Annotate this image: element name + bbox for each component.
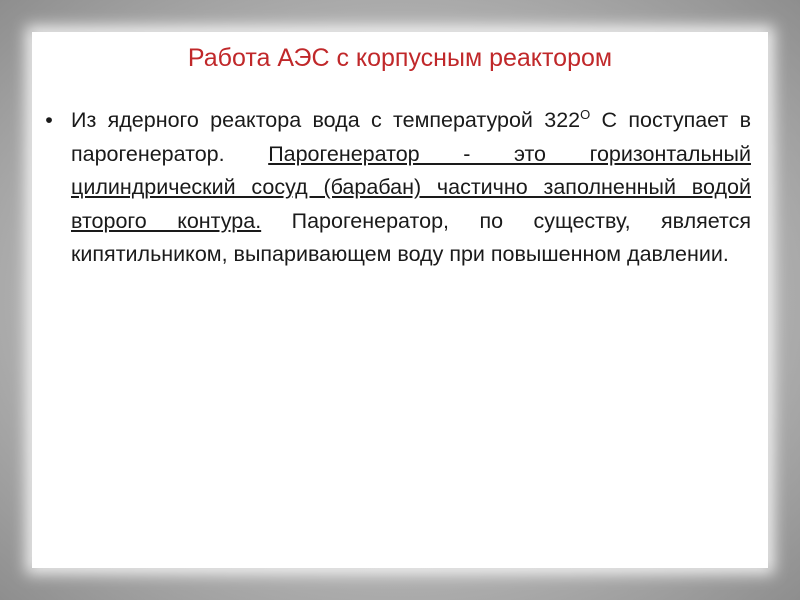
slide-canvas (32, 32, 768, 568)
bullet-list (32, 104, 768, 272)
bullet-text-part3: Парогенератор, по существу, является кипятильником, выпаривающем воду при повышенном давлении. (71, 208, 751, 266)
bullet-marker: • (45, 108, 53, 132)
bullet-text-part1: Из ядерного реактора вода с температурой 322 (71, 108, 581, 132)
bullet-text-part2: С поступает в парогенератор. (71, 108, 752, 166)
degree-superscript: О (580, 106, 591, 122)
underlined-definition: Парогенератор - это горизонтальный цилиндрический сосуд (барабан) частично заполненный водой второго контура. (71, 141, 751, 233)
bullet-item (45, 104, 752, 272)
slide-title: Работа АЭС с корпусным реактором (187, 44, 613, 72)
